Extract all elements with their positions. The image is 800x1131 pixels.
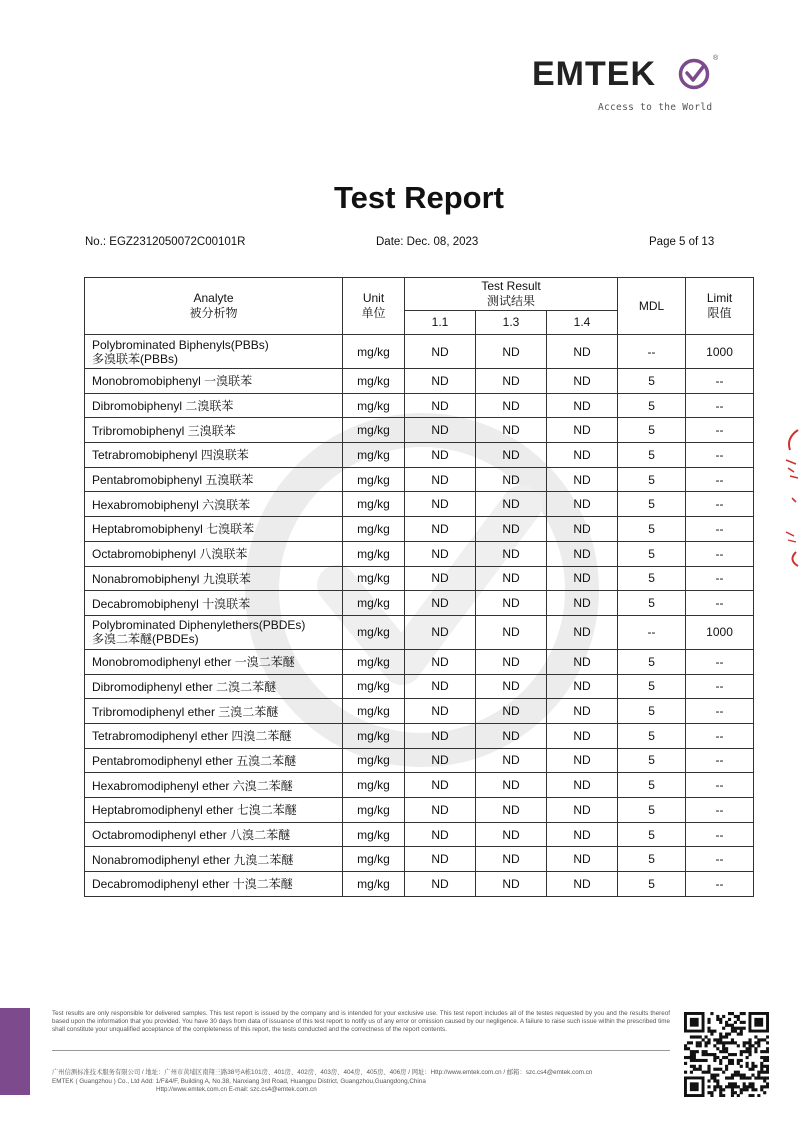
result-1-4-cell: ND: [547, 699, 618, 724]
mdl-cell: 5: [618, 443, 686, 468]
analyte-name: Tetrabromobiphenyl 四溴联苯: [92, 448, 249, 463]
result-1-4-cell: ND: [547, 467, 618, 492]
result-1-1-cell: ND: [405, 517, 476, 542]
header-test-result: [405, 278, 618, 311]
header-limit-cn: 限值: [707, 306, 732, 320]
table-row: [85, 467, 754, 492]
header-unit-cn: 单位: [361, 306, 386, 320]
analyte-name-cn: 多溴联苯(PBBs): [92, 351, 179, 366]
limit-cell: 1000: [686, 615, 754, 649]
result-1-1-cell: ND: [405, 723, 476, 748]
unit-cell: mg/kg: [343, 418, 405, 443]
table-row: [85, 748, 754, 773]
table-row: [85, 699, 754, 724]
unit-cell: mg/kg: [343, 443, 405, 468]
result-1-4-cell: ND: [547, 773, 618, 798]
mdl-cell: --: [618, 335, 686, 369]
unit-cell: mg/kg: [343, 748, 405, 773]
mdl-cell: 5: [618, 822, 686, 847]
analyte-name: Heptabromodiphenyl ether 七溴二苯醚: [92, 803, 297, 818]
analyte-name: Pentabromodiphenyl ether 五溴二苯醚: [92, 753, 297, 768]
unit-cell: mg/kg: [343, 699, 405, 724]
result-1-1-cell: ND: [405, 393, 476, 418]
limit-cell: --: [686, 467, 754, 492]
table-row: [85, 517, 754, 542]
header-unit-en: Unit: [362, 291, 385, 305]
header-analyte-cn: 被分析物: [189, 306, 238, 320]
table-row: [85, 649, 754, 674]
mdl-cell: 5: [618, 748, 686, 773]
limit-cell: --: [686, 566, 754, 591]
limit-cell: 1000: [686, 335, 754, 369]
analyte-name: Tribromobiphenyl 三溴联苯: [92, 423, 236, 438]
analyte-cell: [85, 699, 343, 724]
header-result-cn: 测试结果: [487, 294, 536, 308]
analyte-name: Decabromodiphenyl ether 十溴二苯醚: [92, 877, 293, 892]
result-1-4-cell: ND: [547, 369, 618, 394]
analyte-name: Hexabromodiphenyl ether 六溴二苯醚: [92, 778, 293, 793]
analyte-cell: [85, 748, 343, 773]
result-1-1-cell: ND: [405, 649, 476, 674]
analyte-cell: [85, 443, 343, 468]
result-1-3-cell: ND: [476, 798, 547, 823]
header-unit: [343, 278, 405, 335]
mdl-cell: 5: [618, 418, 686, 443]
result-1-4-cell: ND: [547, 541, 618, 566]
table-row: [85, 393, 754, 418]
table-row: [85, 591, 754, 616]
limit-cell: --: [686, 591, 754, 616]
footer-web-email: Http://www.emtek.com.cn E-mail: szc.cs4@emtek.com.cn: [156, 1086, 317, 1093]
limit-cell: --: [686, 517, 754, 542]
mdl-cell: 5: [618, 566, 686, 591]
footer-address-cn: 广州信测标准技术服务有限公司 / 地址：广州市黄埔区南翔三路38号A栋101房、401房、402房、403房、404房、405房、406房 / 网址：Http://www.emtek.com.cn / 邮箱：szc.cs4@emtek.com.cn: [52, 1069, 593, 1076]
result-1-1-cell: ND: [405, 847, 476, 872]
analyte-name: Nonabromobiphenyl 九溴联苯: [92, 571, 251, 586]
report-number: No.: EGZ2312050072C00101R: [85, 236, 246, 248]
result-1-3-cell: ND: [476, 649, 547, 674]
mdl-cell: 5: [618, 369, 686, 394]
result-1-1-cell: ND: [405, 443, 476, 468]
analyte-cell: [85, 872, 343, 897]
result-1-4-cell: ND: [547, 615, 618, 649]
result-1-1-cell: ND: [405, 566, 476, 591]
analyte-cell: [85, 517, 343, 542]
result-1-1-cell: ND: [405, 674, 476, 699]
result-1-3-cell: ND: [476, 748, 547, 773]
limit-cell: --: [686, 443, 754, 468]
unit-cell: mg/kg: [343, 649, 405, 674]
mdl-cell: 5: [618, 773, 686, 798]
result-1-1-cell: ND: [405, 467, 476, 492]
limit-cell: --: [686, 418, 754, 443]
unit-cell: mg/kg: [343, 393, 405, 418]
result-1-3-cell: ND: [476, 393, 547, 418]
limit-cell: --: [686, 541, 754, 566]
footer-accent-bar: [0, 1008, 30, 1095]
analyte-cell: [85, 591, 343, 616]
result-1-4-cell: ND: [547, 748, 618, 773]
result-1-1-cell: ND: [405, 418, 476, 443]
result-1-3-cell: ND: [476, 615, 547, 649]
analyte-cell: [85, 492, 343, 517]
mdl-cell: 5: [618, 467, 686, 492]
unit-cell: mg/kg: [343, 517, 405, 542]
mdl-cell: 5: [618, 591, 686, 616]
analyte-name: Tetrabromodiphenyl ether 四溴二苯醚: [92, 729, 292, 744]
result-1-1-cell: ND: [405, 335, 476, 369]
mdl-cell: 5: [618, 492, 686, 517]
analyte-cell: [85, 566, 343, 591]
result-1-3-cell: ND: [476, 723, 547, 748]
unit-cell: mg/kg: [343, 335, 405, 369]
result-1-3-cell: ND: [476, 566, 547, 591]
limit-cell: --: [686, 723, 754, 748]
page-title: Test Report: [334, 180, 504, 215]
results-table-body: [85, 335, 754, 897]
limit-cell: --: [686, 369, 754, 394]
table-row: [85, 369, 754, 394]
result-1-1-cell: ND: [405, 615, 476, 649]
analyte-name: Nonabromodiphenyl ether 九溴二苯醚: [92, 852, 294, 867]
mdl-cell: 5: [618, 541, 686, 566]
analyte-name: Polybrominated Biphenyls(PBBs): [92, 337, 269, 352]
mdl-cell: 5: [618, 517, 686, 542]
logo-tagline: Access to the World: [598, 102, 713, 113]
limit-cell: --: [686, 822, 754, 847]
unit-cell: mg/kg: [343, 773, 405, 798]
result-1-4-cell: ND: [547, 847, 618, 872]
mdl-cell: 5: [618, 649, 686, 674]
table-row: [85, 492, 754, 517]
result-1-4-cell: ND: [547, 822, 618, 847]
table-row: [85, 335, 754, 369]
result-1-3-cell: ND: [476, 872, 547, 897]
table-row: [85, 773, 754, 798]
mdl-cell: 5: [618, 798, 686, 823]
limit-cell: --: [686, 872, 754, 897]
table-row: [85, 798, 754, 823]
analyte-cell: [85, 723, 343, 748]
header-analyte: [85, 278, 343, 335]
unit-cell: mg/kg: [343, 492, 405, 517]
result-1-4-cell: ND: [547, 418, 618, 443]
limit-cell: --: [686, 847, 754, 872]
table-row: [85, 443, 754, 468]
result-1-3-cell: ND: [476, 335, 547, 369]
header-limit-en: Limit: [706, 291, 733, 305]
result-1-3-cell: ND: [476, 699, 547, 724]
table-row: [85, 615, 754, 649]
result-1-4-cell: ND: [547, 723, 618, 748]
result-1-1-cell: ND: [405, 822, 476, 847]
mdl-cell: 5: [618, 699, 686, 724]
unit-cell: mg/kg: [343, 369, 405, 394]
limit-cell: --: [686, 798, 754, 823]
limit-cell: --: [686, 492, 754, 517]
check-circle-icon: [678, 58, 710, 90]
analyte-cell: [85, 615, 343, 649]
table-row: [85, 566, 754, 591]
table-row: [85, 418, 754, 443]
analyte-name: Heptabromobiphenyl 七溴联苯: [92, 522, 255, 537]
page-indicator: Page 5 of 13: [649, 236, 715, 248]
unit-cell: mg/kg: [343, 615, 405, 649]
result-1-1-cell: ND: [405, 591, 476, 616]
company-logo: [532, 52, 722, 114]
limit-cell: --: [686, 773, 754, 798]
result-1-3-cell: ND: [476, 418, 547, 443]
result-1-1-cell: ND: [405, 872, 476, 897]
result-1-3-cell: ND: [476, 674, 547, 699]
table-row: [85, 723, 754, 748]
limit-cell: --: [686, 649, 754, 674]
analyte-cell: [85, 847, 343, 872]
mdl-cell: 5: [618, 393, 686, 418]
result-1-4-cell: ND: [547, 798, 618, 823]
limit-cell: --: [686, 393, 754, 418]
result-1-3-cell: ND: [476, 443, 547, 468]
unit-cell: mg/kg: [343, 822, 405, 847]
unit-cell: mg/kg: [343, 674, 405, 699]
analyte-name: Octabromobiphenyl 八溴联苯: [92, 547, 248, 562]
result-1-4-cell: ND: [547, 591, 618, 616]
header-result-en: Test Result: [481, 279, 541, 293]
analyte-name: Pentabromobiphenyl 五溴联苯: [92, 473, 254, 488]
header-sample-2: 1.3: [476, 311, 547, 335]
result-1-3-cell: ND: [476, 517, 547, 542]
footer-address-en: EMTEK ( Guangzhou ) Co., Ltd Add: 1/F&4/F, Building A, No.38, Nanxiang 3rd Road, Huangpu District, Guangzhou,Guangdong,China: [52, 1078, 426, 1085]
table-row: [85, 847, 754, 872]
results-table: [84, 277, 754, 897]
analyte-name: Dibromodiphenyl ether 二溴二苯醚: [92, 679, 277, 694]
unit-cell: mg/kg: [343, 847, 405, 872]
result-1-3-cell: ND: [476, 847, 547, 872]
analyte-cell: [85, 393, 343, 418]
mdl-cell: 5: [618, 723, 686, 748]
result-1-1-cell: ND: [405, 369, 476, 394]
result-1-4-cell: ND: [547, 674, 618, 699]
table-row: [85, 541, 754, 566]
unit-cell: mg/kg: [343, 798, 405, 823]
analyte-name: Decabromobiphenyl 十溴联苯: [92, 596, 251, 611]
analyte-cell: [85, 773, 343, 798]
unit-cell: mg/kg: [343, 566, 405, 591]
result-1-1-cell: ND: [405, 773, 476, 798]
registered-mark: ®: [713, 55, 719, 62]
result-1-1-cell: ND: [405, 798, 476, 823]
mdl-cell: 5: [618, 847, 686, 872]
result-1-3-cell: ND: [476, 467, 547, 492]
result-1-3-cell: ND: [476, 541, 547, 566]
logo-wordmark: EMTEK: [532, 55, 656, 93]
unit-cell: mg/kg: [343, 723, 405, 748]
result-1-4-cell: ND: [547, 443, 618, 468]
unit-cell: mg/kg: [343, 541, 405, 566]
table-row: [85, 872, 754, 897]
analyte-name: Hexabromobiphenyl 六溴联苯: [92, 497, 251, 512]
analyte-cell: [85, 369, 343, 394]
analyte-name: Polybrominated Diphenylethers(PBDEs): [92, 618, 306, 633]
analyte-cell: [85, 674, 343, 699]
header-mdl: MDL: [618, 278, 686, 335]
mdl-cell: --: [618, 615, 686, 649]
header-analyte-en: Analyte: [193, 291, 234, 305]
header-sample-3: 1.4: [547, 311, 618, 335]
analyte-cell: [85, 798, 343, 823]
analyte-cell: [85, 467, 343, 492]
analyte-cell: [85, 335, 343, 369]
result-1-4-cell: ND: [547, 492, 618, 517]
unit-cell: mg/kg: [343, 872, 405, 897]
table-row: [85, 674, 754, 699]
result-1-3-cell: ND: [476, 369, 547, 394]
analyte-name: Monobromodiphenyl ether 一溴二苯醚: [92, 655, 295, 670]
header-limit: [686, 278, 754, 335]
analyte-cell: [85, 418, 343, 443]
unit-cell: mg/kg: [343, 467, 405, 492]
result-1-1-cell: ND: [405, 699, 476, 724]
footer-address: [52, 1068, 670, 1086]
qr-code: [684, 1012, 769, 1097]
unit-cell: mg/kg: [343, 591, 405, 616]
mdl-cell: 5: [618, 872, 686, 897]
result-1-3-cell: ND: [476, 773, 547, 798]
result-1-3-cell: ND: [476, 591, 547, 616]
result-1-4-cell: ND: [547, 872, 618, 897]
result-1-1-cell: ND: [405, 541, 476, 566]
result-1-4-cell: ND: [547, 649, 618, 674]
analyte-name: Tribromodiphenyl ether 三溴二苯醚: [92, 704, 279, 719]
limit-cell: --: [686, 748, 754, 773]
footer-disclaimer: Test results are only responsible for delivered samples. This test report is issued by the company and is intended for your exclusive use. This test report includes all of the testes requested by you and the results thereof based upon the information that you provided. You have 30 days from data of issuance of this test report to notify us of any error or omission caused by our negligence. A failure to raise such issue within the prescribed time shall constitute your unqualified acceptance of the completeness of this report, the tests conducted and the correctness of the report contents.: [52, 1010, 670, 1033]
result-1-3-cell: ND: [476, 822, 547, 847]
analyte-name: Dibromobiphenyl 二溴联苯: [92, 399, 234, 414]
result-1-4-cell: ND: [547, 566, 618, 591]
analyte-cell: [85, 649, 343, 674]
result-1-3-cell: ND: [476, 492, 547, 517]
footer-divider: [52, 1050, 670, 1051]
mdl-cell: 5: [618, 674, 686, 699]
analyte-name: Octabromodiphenyl ether 八溴二苯醚: [92, 828, 291, 843]
table-row: [85, 822, 754, 847]
analyte-name-cn: 多溴二苯醚(PBDEs): [92, 632, 199, 647]
header-sample-1: 1.1: [405, 311, 476, 335]
result-1-4-cell: ND: [547, 335, 618, 369]
limit-cell: --: [686, 674, 754, 699]
official-stamp: [778, 420, 800, 570]
result-1-4-cell: ND: [547, 393, 618, 418]
report-date: Date: Dec. 08, 2023: [376, 236, 479, 248]
analyte-cell: [85, 541, 343, 566]
analyte-name: Monobromobiphenyl 一溴联苯: [92, 374, 253, 389]
result-1-1-cell: ND: [405, 492, 476, 517]
analyte-cell: [85, 822, 343, 847]
result-1-4-cell: ND: [547, 517, 618, 542]
limit-cell: --: [686, 699, 754, 724]
result-1-1-cell: ND: [405, 748, 476, 773]
